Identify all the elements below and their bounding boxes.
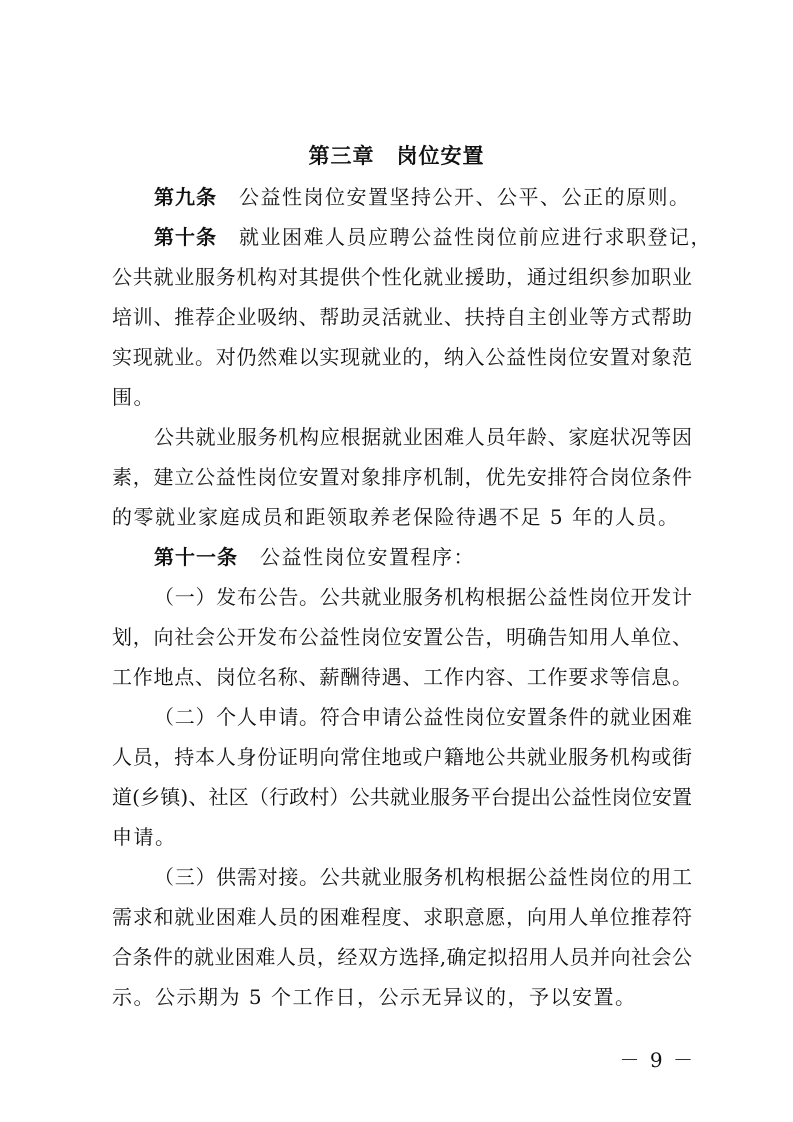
item-3-line-1: （三）供需对接。公共就业服务机构根据公益性岗位的用工 (154, 865, 692, 889)
article-9 (154, 181, 692, 213)
priority-line-1: 公共就业服务机构应根据就业困难人员年龄、家庭状况等因 (154, 425, 692, 449)
article-10-line-2: 公共就业服务机构对其提供个性化就业援助，通过组织参加职业 (112, 265, 692, 289)
article-10-heading: 第十条 (154, 225, 217, 249)
article-11-text: 公益性岗位安置程序： (260, 545, 475, 569)
item-3-line-2: 需求和就业困难人员的困难程度、求职意愿，向用人单位推荐符 (112, 905, 692, 929)
item-1-line-3: 工作地点、岗位名称、薪酬待遇、工作内容、工作要求等信息。 (112, 665, 692, 689)
article-10-line-4: 实现就业。对仍然难以实现就业的，纳入公益性岗位安置对象范 (112, 345, 692, 369)
chapter-title (0, 140, 793, 172)
item-2-line-3: 道(乡镇)、社区（行政村）公共就业服务平台提出公益性岗位安置 (112, 785, 692, 809)
article-10-text-1: 就业困难人员应聘公益性岗位前应进行求职登记， (239, 225, 712, 249)
article-10-line-1 (154, 221, 712, 253)
chapter-number: 第三章 (308, 144, 375, 168)
article-9-heading: 第九条 (154, 185, 217, 209)
priority-line-3: 的零就业家庭成员和距领取养老保险待遇不足 5 年的人员。 (112, 505, 680, 529)
item-2-line-1: （二）个人申请。符合申请公益性岗位安置条件的就业困难 (154, 705, 692, 729)
priority-line-2: 素，建立公益性岗位安置对象排序机制，优先安排符合岗位条件 (112, 465, 692, 489)
page-number: － 9 － (619, 1048, 695, 1072)
item-3-line-3: 合条件的就业困难人员，经双方选择,确定拟招用人员并向社会公 (112, 945, 692, 969)
article-11 (154, 541, 692, 573)
item-1-line-1: （一）发布公告。公共就业服务机构根据公益性岗位开发计 (154, 585, 692, 609)
item-3-line-4: 示。公示期为 5 个工作日，公示无异议的，予以安置。 (112, 985, 637, 1009)
article-9-text: 公益性岗位安置坚持公开、公平、公正的原则。 (239, 185, 691, 209)
item-2-line-2: 人员，持本人身份证明向常住地或户籍地公共就业服务机构或街 (112, 745, 692, 769)
article-10-line-3: 培训、推荐企业吸纳、帮助灵活就业、扶持自主创业等方式帮助 (112, 305, 692, 329)
item-1-line-2: 划，向社会公开发布公益性岗位安置公告，明确告知用人单位、 (112, 625, 692, 649)
article-11-heading: 第十一条 (154, 545, 238, 569)
article-10-line-5: 围。 (112, 385, 155, 409)
chapter-name: 岗位安置 (396, 144, 485, 168)
item-2-line-4: 申请。 (112, 825, 177, 849)
